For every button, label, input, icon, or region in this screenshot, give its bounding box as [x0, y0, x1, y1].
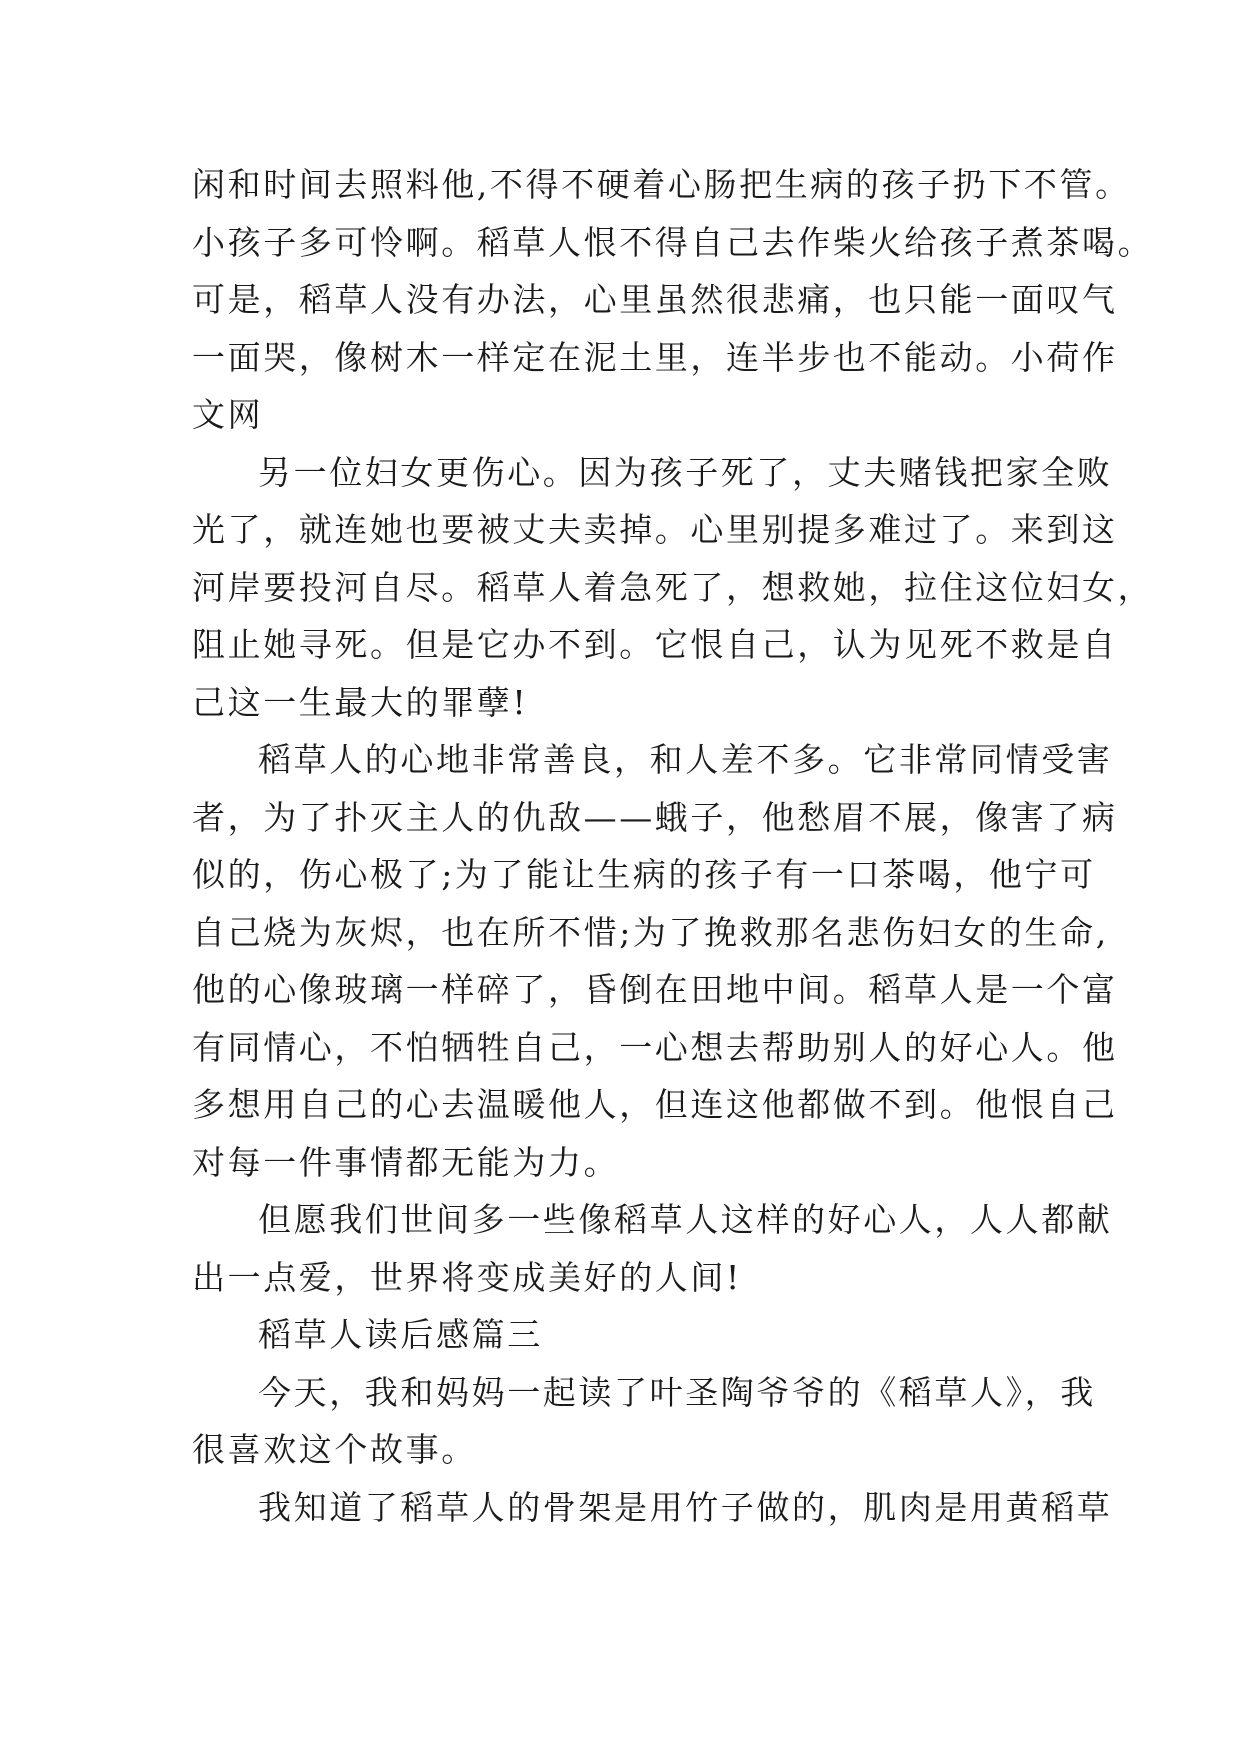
- paragraph: [192, 731, 1118, 1191]
- paragraph: [192, 1479, 1113, 1537]
- text-line: 光了，就连她也要被丈夫卖掉。心里别提多难过了。来到这: [192, 510, 1118, 549]
- text-line: 很喜欢这个故事。: [192, 1430, 477, 1469]
- text-line: 文网: [192, 395, 264, 434]
- text-line: 自己烧为灰烬，也在所不惜;为了挽救那名悲伤妇女的生命,: [192, 912, 1109, 952]
- text-line: 今天，我和妈妈一起读了叶圣陶爷爷的《稻草人》，我: [258, 1372, 1096, 1412]
- text-line: 小孩子多可怜啊。稻草人恨不得自己去作柴火给孩子煮茶喝。: [192, 222, 1154, 262]
- text-line: 出一点爱，世界将变成美好的人间!: [192, 1257, 742, 1297]
- document-body: [192, 156, 1154, 1536]
- text-line: 多想用自己的心去温暖他人，但连这他都做不到。他恨自己: [192, 1085, 1118, 1124]
- text-line: 闲和时间去照料他,不得不硬着心肠把生病的孩子扔下不管。: [192, 165, 1131, 204]
- text-line: 另一位妇女更伤心。因为孩子死了，丈夫赌钱把家全败: [258, 452, 1113, 492]
- text-line: 似的，伤心极了;为了能让生病的孩子有一口茶喝，他宁可: [192, 855, 1096, 894]
- text-line: 但愿我们世间多一些像稻草人这样的好心人，人人都献: [258, 1200, 1113, 1239]
- text-line: 阻止她寻死。但是它办不到。它恨自己，认为见死不救是自: [192, 625, 1118, 664]
- text-line: 己这一生最大的罪孽!: [192, 682, 529, 722]
- section-heading-text: 稻草人读后感篇三: [258, 1315, 543, 1354]
- text-line: 对每一件事情都无能为力。: [192, 1142, 620, 1182]
- text-line: 者，为了扑灭主人的仇敌——蛾子，他愁眉不展，像害了病: [192, 797, 1118, 837]
- paragraph: [192, 1364, 1096, 1479]
- paragraph: [192, 1191, 1113, 1306]
- paragraph: [192, 156, 1154, 444]
- paragraph: [192, 444, 1154, 732]
- text-line: 他的心像玻璃一样碎了，昏倒在田地中间。稻草人是一个富: [192, 970, 1118, 1009]
- text-line: 可是，稻草人没有办法，心里虽然很悲痛，也只能一面叹气: [192, 280, 1118, 319]
- text-line: 有同情心，不怕牺牲自己，一心想去帮助别人的好心人。他: [192, 1027, 1118, 1067]
- text-line: 我知道了稻草人的骨架是用竹子做的，肌肉是用黄稻草: [258, 1487, 1113, 1527]
- text-line: 稻草人的心地非常善良，和人差不多。它非常同情受害: [258, 740, 1113, 779]
- text-line: 一面哭，像树木一样定在泥土里，连半步也不能动。小荷作: [192, 337, 1118, 377]
- section-heading: [192, 1306, 1092, 1364]
- text-line: 河岸要投河自尽。稻草人着急死了，想救她，拉住这位妇女，: [192, 567, 1154, 607]
